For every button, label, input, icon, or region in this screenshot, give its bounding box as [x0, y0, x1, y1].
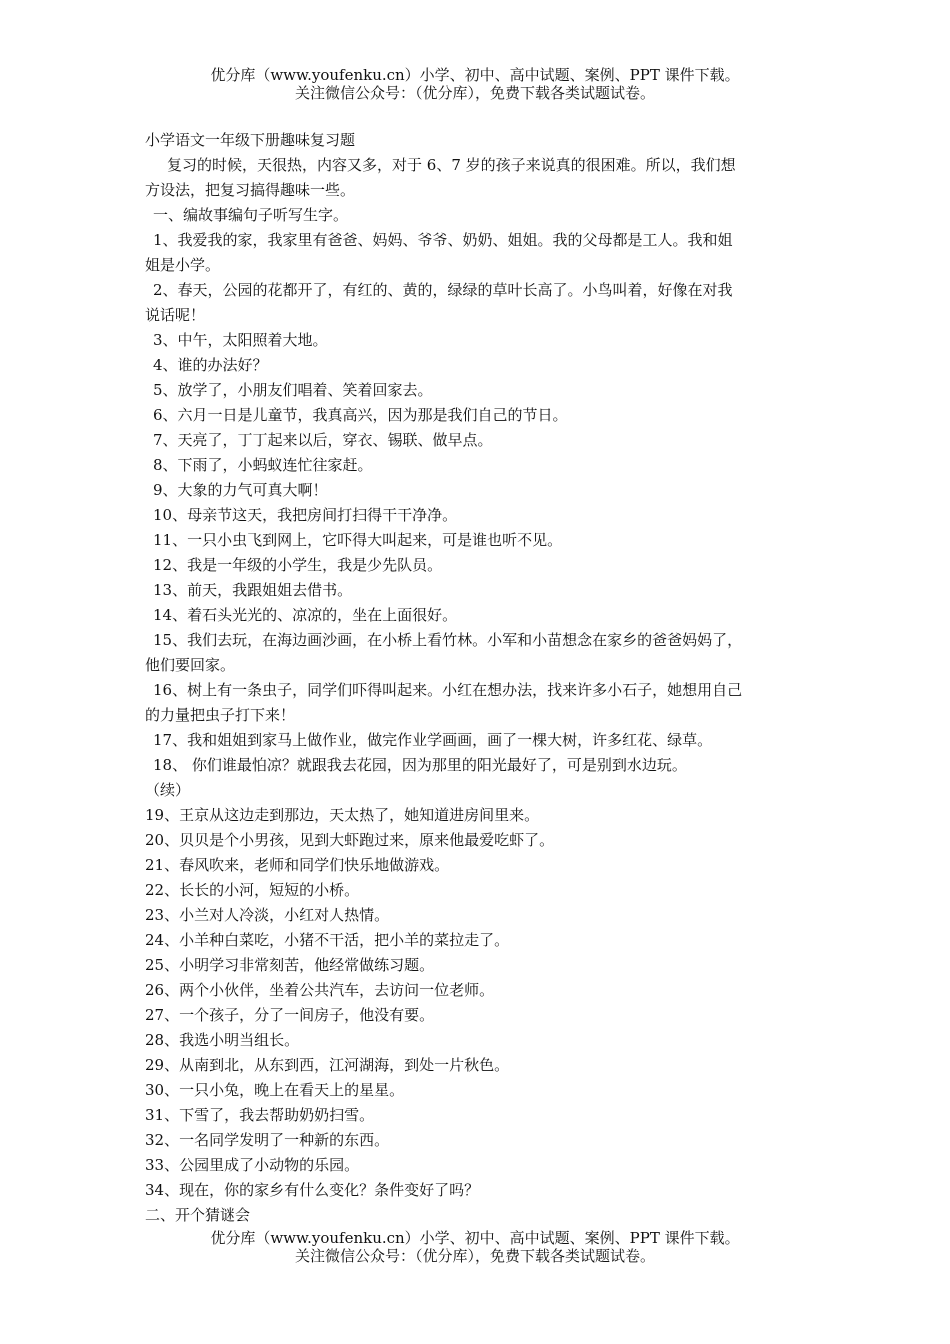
sentence-34: 34、现在，你的家乡有什么变化？条件变好了吗？ [145, 1181, 480, 1199]
sentence-2-line-2: 说话呢！ [145, 306, 206, 324]
document-body [145, 128, 815, 1228]
sentence-8: 8、下雨了，小蚂蚁连忙往家赶。 [153, 456, 373, 474]
sentence-24: 24、小羊种白菜吃，小猪不干活，把小羊的菜拉走了。 [145, 931, 510, 949]
sentence-15-line-2: 他们要回家。 [145, 656, 236, 674]
sentence-11: 11、一只小虫飞到网上，它吓得大叫起来，可是谁也听不见。 [153, 531, 563, 549]
sentence-17: 17、我和姐姐到家马上做作业，做完作业学画画，画了一棵大树，许多红花、绿草。 [153, 731, 713, 749]
sentence-33: 33、公园里成了小动物的乐园。 [145, 1156, 360, 1174]
header-line-2: 关注微信公众号：（优分库），免费下载各类试题试卷。 [294, 84, 655, 102]
sentence-23: 23、小兰对人冷淡，小红对人热情。 [145, 906, 390, 924]
sentence-2-line-1: 2、春天，公园的花都开了，有红的、黄的，绿绿的草叶长高了。小鸟叫着，好像在对我 [153, 281, 733, 299]
sentence-28: 28、我选小明当组长。 [145, 1031, 300, 1049]
sentence-22: 22、长长的小河，短短的小桥。 [145, 881, 360, 899]
sentence-26: 26、两个小伙伴，坐着公共汽车，去访问一位老师。 [145, 981, 495, 999]
sentence-1-line-2: 姐是小学。 [145, 256, 221, 274]
sentence-9: 9、大象的力气可真大啊！ [153, 481, 328, 499]
sentence-15-line-1: 15、我们去玩，在海边画沙画，在小桥上看竹林。小军和小苗想念在家乡的爸爸妈妈了， [153, 631, 743, 649]
sentence-1-line-1: 1、我爱我的家，我家里有爸爸、妈妈、爷爷、奶奶、姐姐。我的父母都是工人。我和姐 [153, 231, 733, 249]
sentence-16-line-2: 的力量把虫子打下来！ [145, 706, 296, 724]
footer-line-2: 关注微信公众号：（优分库），免费下载各类试题试卷。 [294, 1247, 655, 1265]
sentence-12: 12、我是一年级的小学生，我是少先队员。 [153, 556, 443, 574]
sentence-30: 30、一只小兔，晚上在看天上的星星。 [145, 1081, 405, 1099]
sentence-29: 29、从南到北，从东到西，江河湖海，到处一片秋色。 [145, 1056, 510, 1074]
continued-label: （续） [145, 781, 191, 799]
sentence-18: 18、 你们谁最怕凉？就跟我去花园，因为那里的阳光最好了，可是别到水边玩。 [153, 756, 687, 774]
footer-line-1: 优分库（www.youfenku.cn）小学、初中、高中试题、案例、PPT 课件下载。 [210, 1229, 740, 1247]
sentence-3: 3、中午，太阳照着大地。 [153, 331, 328, 349]
sentence-31: 31、下雪了，我去帮助奶奶扫雪。 [145, 1106, 375, 1124]
sentence-16-line-1: 16、树上有一条虫子，同学们吓得叫起来。小红在想办法，找来许多小石子，她想用自己 [153, 681, 743, 699]
section-heading-2: 二、开个猜谜会 [145, 1206, 251, 1224]
header-line-1: 优分库（www.youfenku.cn）小学、初中、高中试题、案例、PPT 课件下载。 [210, 66, 740, 84]
sentence-13: 13、前天，我跟姐姐去借书。 [153, 581, 353, 599]
sentence-32: 32、一名同学发明了一种新的东西。 [145, 1131, 390, 1149]
sentence-4: 4、谁的办法好？ [153, 356, 268, 374]
sentence-5: 5、放学了，小朋友们唱着、笑着回家去。 [153, 381, 433, 399]
sentence-19: 19、王京从这边走到那边，天太热了，她知道进房间里来。 [145, 806, 540, 824]
sentence-21: 21、春风吹来，老师和同学们快乐地做游戏。 [145, 856, 450, 874]
document-title: 小学语文一年级下册趣味复习题 [145, 131, 356, 149]
sentence-20: 20、贝贝是个小男孩，见到大虾跑过来，原来他最爱吃虾了。 [145, 831, 555, 849]
intro-line-2: 方设法，把复习搞得趣味一些。 [145, 181, 356, 199]
section-heading-1: 一、编故事编句子听写生字。 [153, 206, 349, 224]
sentence-27: 27、一个孩子，分了一间房子，他没有要。 [145, 1006, 435, 1024]
intro-line-1: 复习的时候，天很热，内容又多，对于 6、7 岁的孩子来说真的很困难。所以，我们想 [167, 156, 736, 174]
sentence-6: 6、六月一日是儿童节，我真高兴，因为那是我们自己的节日。 [153, 406, 568, 424]
page-header [0, 66, 950, 102]
page-footer [0, 1229, 950, 1265]
sentence-7: 7、天亮了，丁丁起来以后，穿衣、锡联、做早点。 [153, 431, 493, 449]
sentence-25: 25、小明学习非常刻苦，他经常做练习题。 [145, 956, 435, 974]
sentence-14: 14、着石头光光的、凉凉的，坐在上面很好。 [153, 606, 458, 624]
sentence-10: 10、母亲节这天，我把房间打扫得干干净净。 [153, 506, 458, 524]
